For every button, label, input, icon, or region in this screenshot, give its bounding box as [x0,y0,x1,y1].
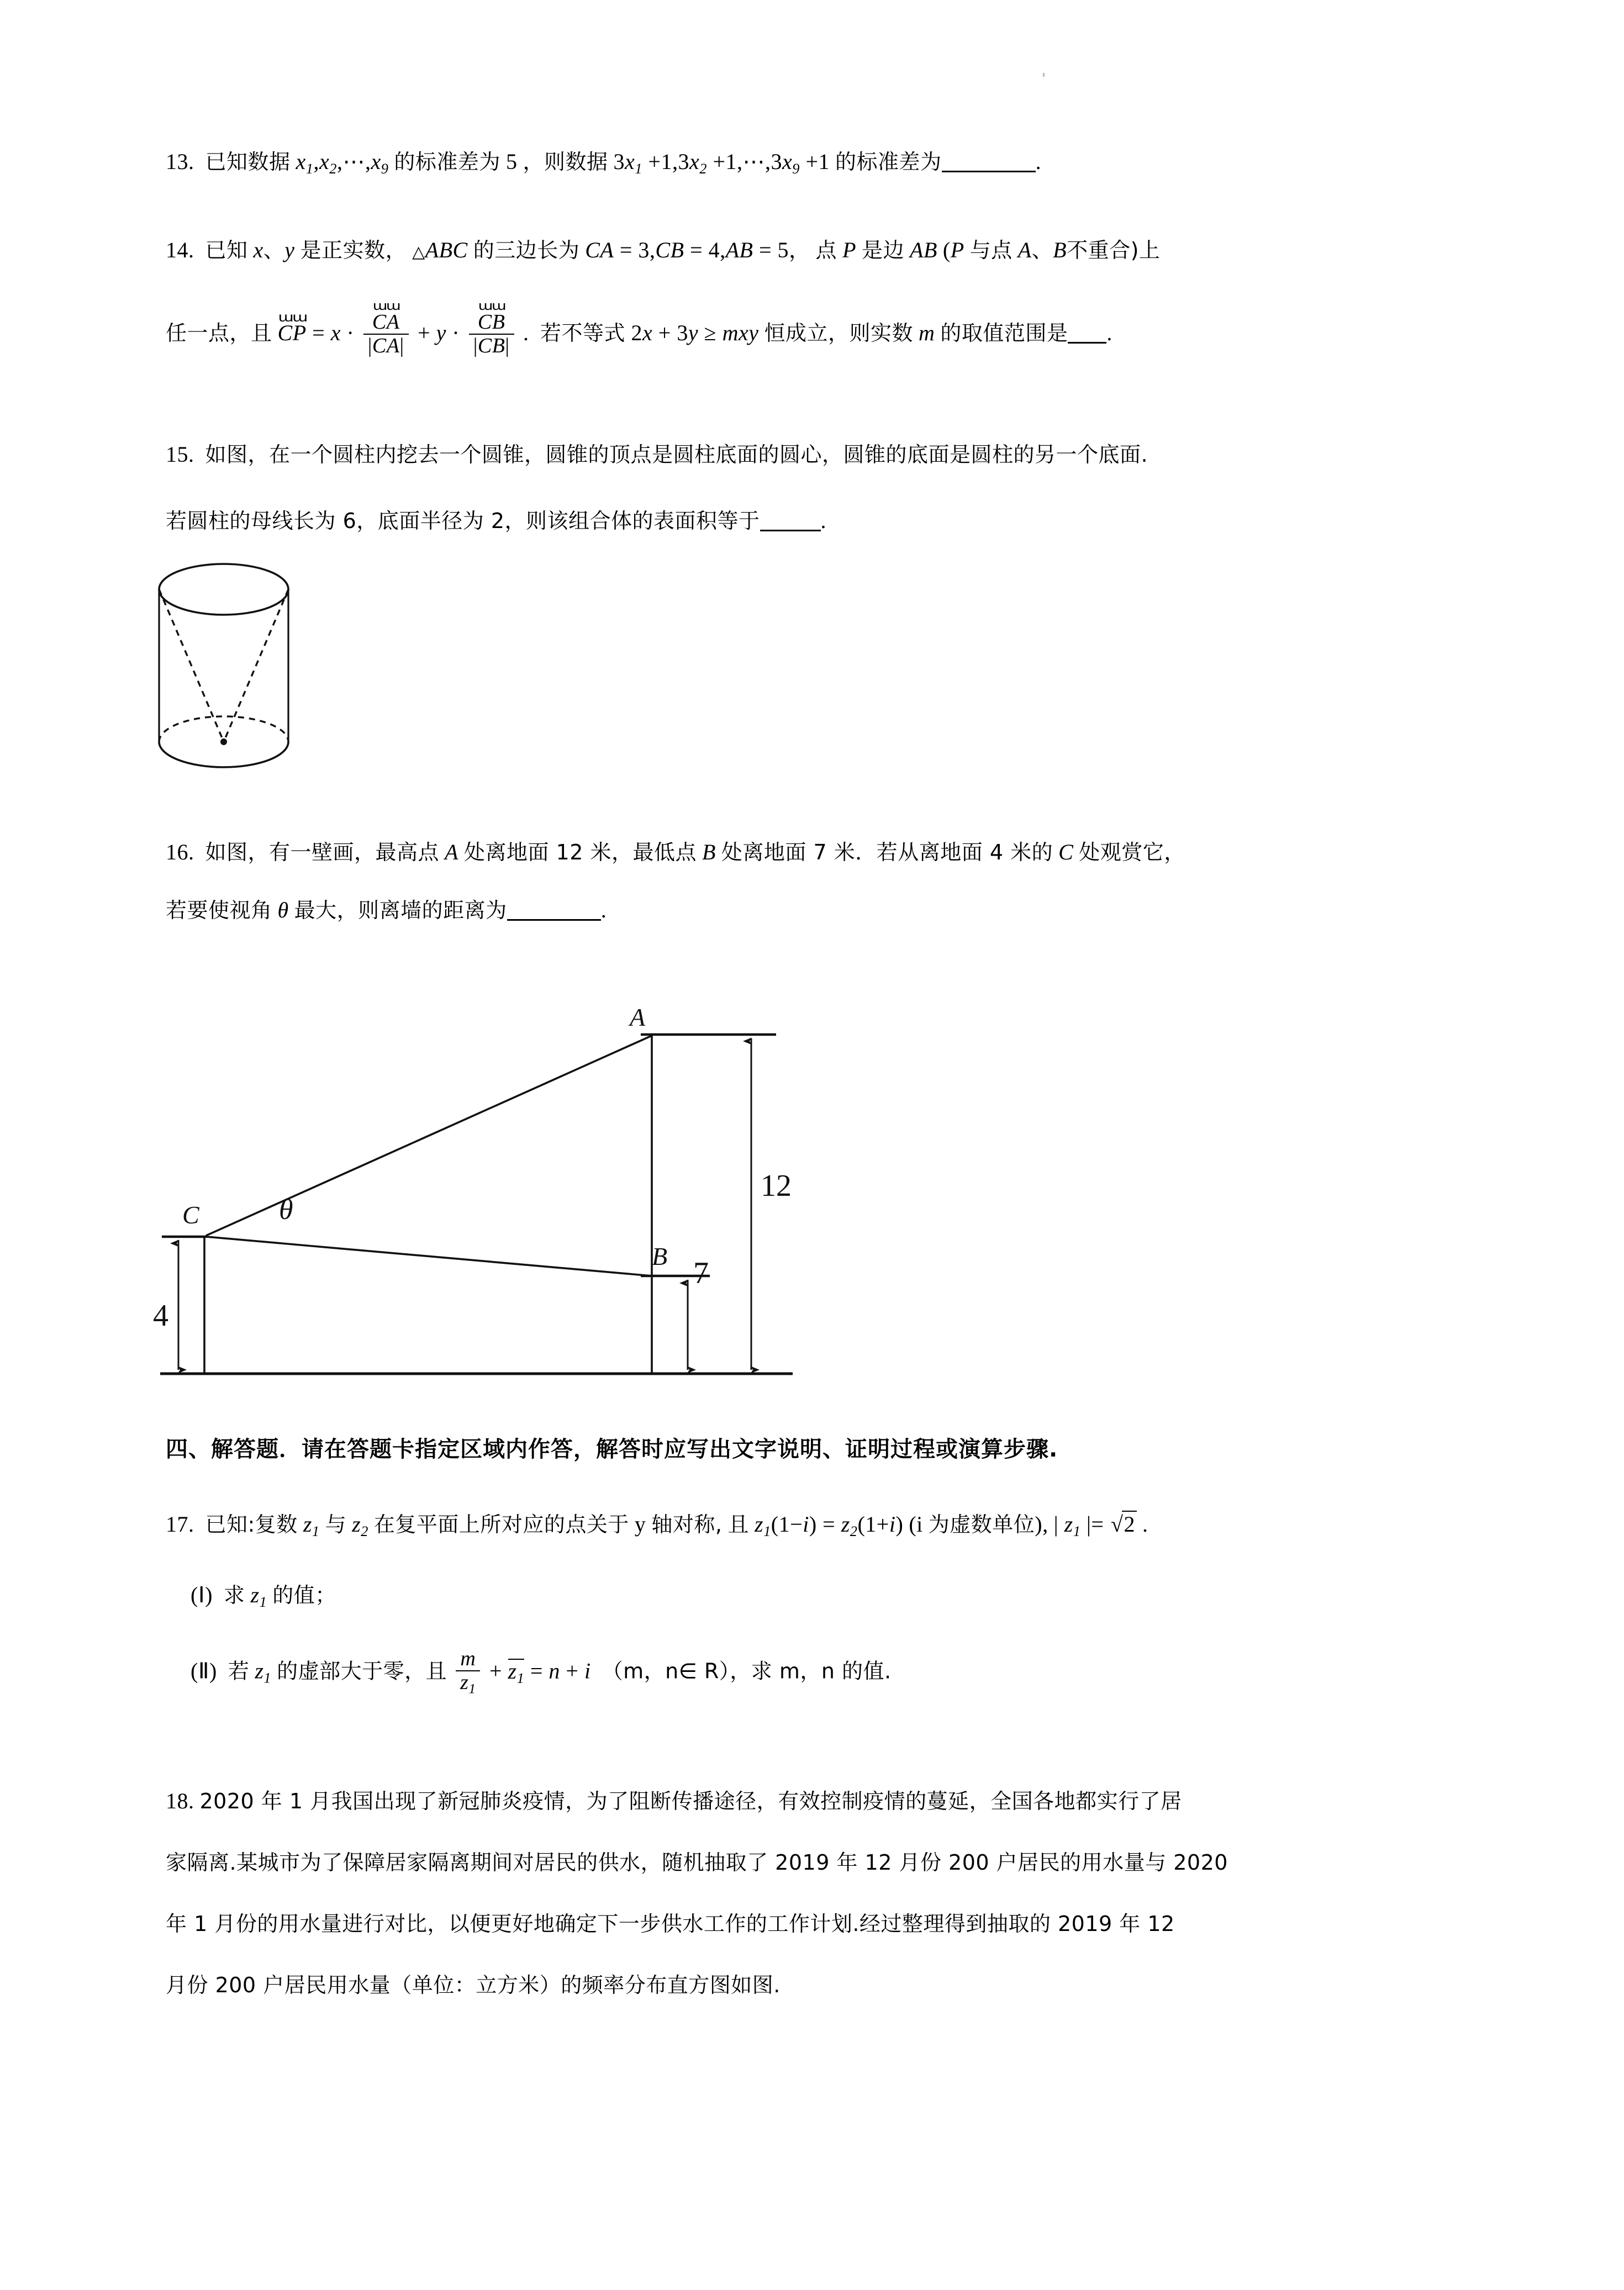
question-18-line-3: 年 1 月份的用水量进行对比，以便更好地确定下一步供水工作的工作计划.经过整理得到抽取的 2019 年 12 [166,1912,1175,1936]
question-13 [166,135,1041,195]
fraction-m-over-z1: $\frac{m}{z_1}$ [456,1648,480,1697]
label-point-a: A [630,1003,646,1031]
question-17-part-2: (Ⅱ) 若 $z_1$ 的虚部大于零，且 $\frac{m}{z_1}$ + $z_1 = n + i$ （m，n∈ R），求 m，n 的值. [191,1647,892,1697]
question-15-line-1: 15. 如图，在一个圆柱内挖去一个圆锥，圆锥的顶点是圆柱底面的圆心，圆锥的底面是圆柱的另一个底面. [166,442,1148,467]
answer-blank-14[interactable] [1068,323,1106,344]
question-15-line-2: 若圆柱的母线长为 6，底面半径为 2，则该组合体的表面积等于 . [166,508,827,533]
mural-angle-svg [141,964,820,1400]
label-angle-theta: θ [279,1194,293,1226]
scan-speck [1043,73,1045,77]
figure-mural-angle [141,964,820,1400]
question-14-line-2: 任一点，且 ɯɯ CP = x · ɯɯ CA |CA| + y · ɯɯ CB |CB| . 若不等式 2x + 3y ≥ mxy 恒成立，则实数 m 的取值范围是 . [166,299,1112,358]
question-13-line-1: 13. 已知数据 $x_1,x_2,\cdots,x_9$ 的标准差为 5 ，则数据 $3x_1 +1,3x_2$ $+1,\cdots,3x_9 +1$ 的标准差为 . [166,149,1042,177]
conjugate-z1: $z_1$ [508,1658,525,1686]
label-height-4: 4 [153,1299,168,1333]
question-18-line-2: 家隔离.某城市为了保障居家隔离期间对居民的供水，随机抽取了 2019 年 12 月份 200 户居民的用水量与 2020 [166,1850,1228,1875]
question-16-line-1: 16. 如图，有一壁画，最高点 A 处离地面 12 米，最低点 B 处离地面 7 米．若从离地面 4 米的 C 处观赏它， [166,840,1185,864]
answer-blank-13[interactable] [942,152,1036,172]
cylinder-cone-svg [133,555,331,776]
answer-blank-16[interactable] [507,900,601,921]
question-18-line-4: 月份 200 户居民用水量（单位：立方米）的频率分布直方图如图. [166,1973,781,1997]
label-point-b: B [652,1242,668,1270]
question-17-part-1: (Ⅰ) 求 $z_1$ 的值； [191,1582,336,1610]
question-14-line-1: 14. 已知 x、y 是正实数， △ABC 的三边长为 CA = 3,CB = 4,AB = 5， 点 P 是边 AB (P 与点 A、B不重合)上 [166,238,1161,262]
question-18-line-1: 18. 2020 年 1 月我国出现了新冠肺炎疫情，为了阻断传播途径，有效控制疫情的蔓延，全国各地都实行了居 [166,1788,1182,1813]
label-height-7: 7 [693,1256,709,1290]
answer-blank-15[interactable] [760,511,821,531]
fraction-cb: ɯɯ CB |CB| [469,311,514,357]
section-heading-4: 四、解答题．请在答题卡指定区域内作答，解答时应写出文字说明、证明过程或演算步骤. [166,1437,1058,1462]
question-16-line-2: 若要使视角 θ 最大，则离墙的距离为 . [166,898,607,922]
label-height-12: 12 [761,1169,792,1203]
fraction-ca: ɯɯ CA |CA| [363,311,409,357]
sqrt-2: √2 [1110,1498,1137,1551]
label-point-c: C [182,1201,199,1229]
question-17-stem: 17. 已知:复数 $z_1$ 与 $z_2$ 在复平面上所对应的点关于 y 轴对称, 且 $z_1(1-i) = z_2(1+i)$ (i 为虚数单位), | $z_1$ |= √2 . [166,1498,1148,1558]
figure-cylinder-cone [133,555,331,776]
vector-cp: ɯɯ CP [277,309,307,346]
